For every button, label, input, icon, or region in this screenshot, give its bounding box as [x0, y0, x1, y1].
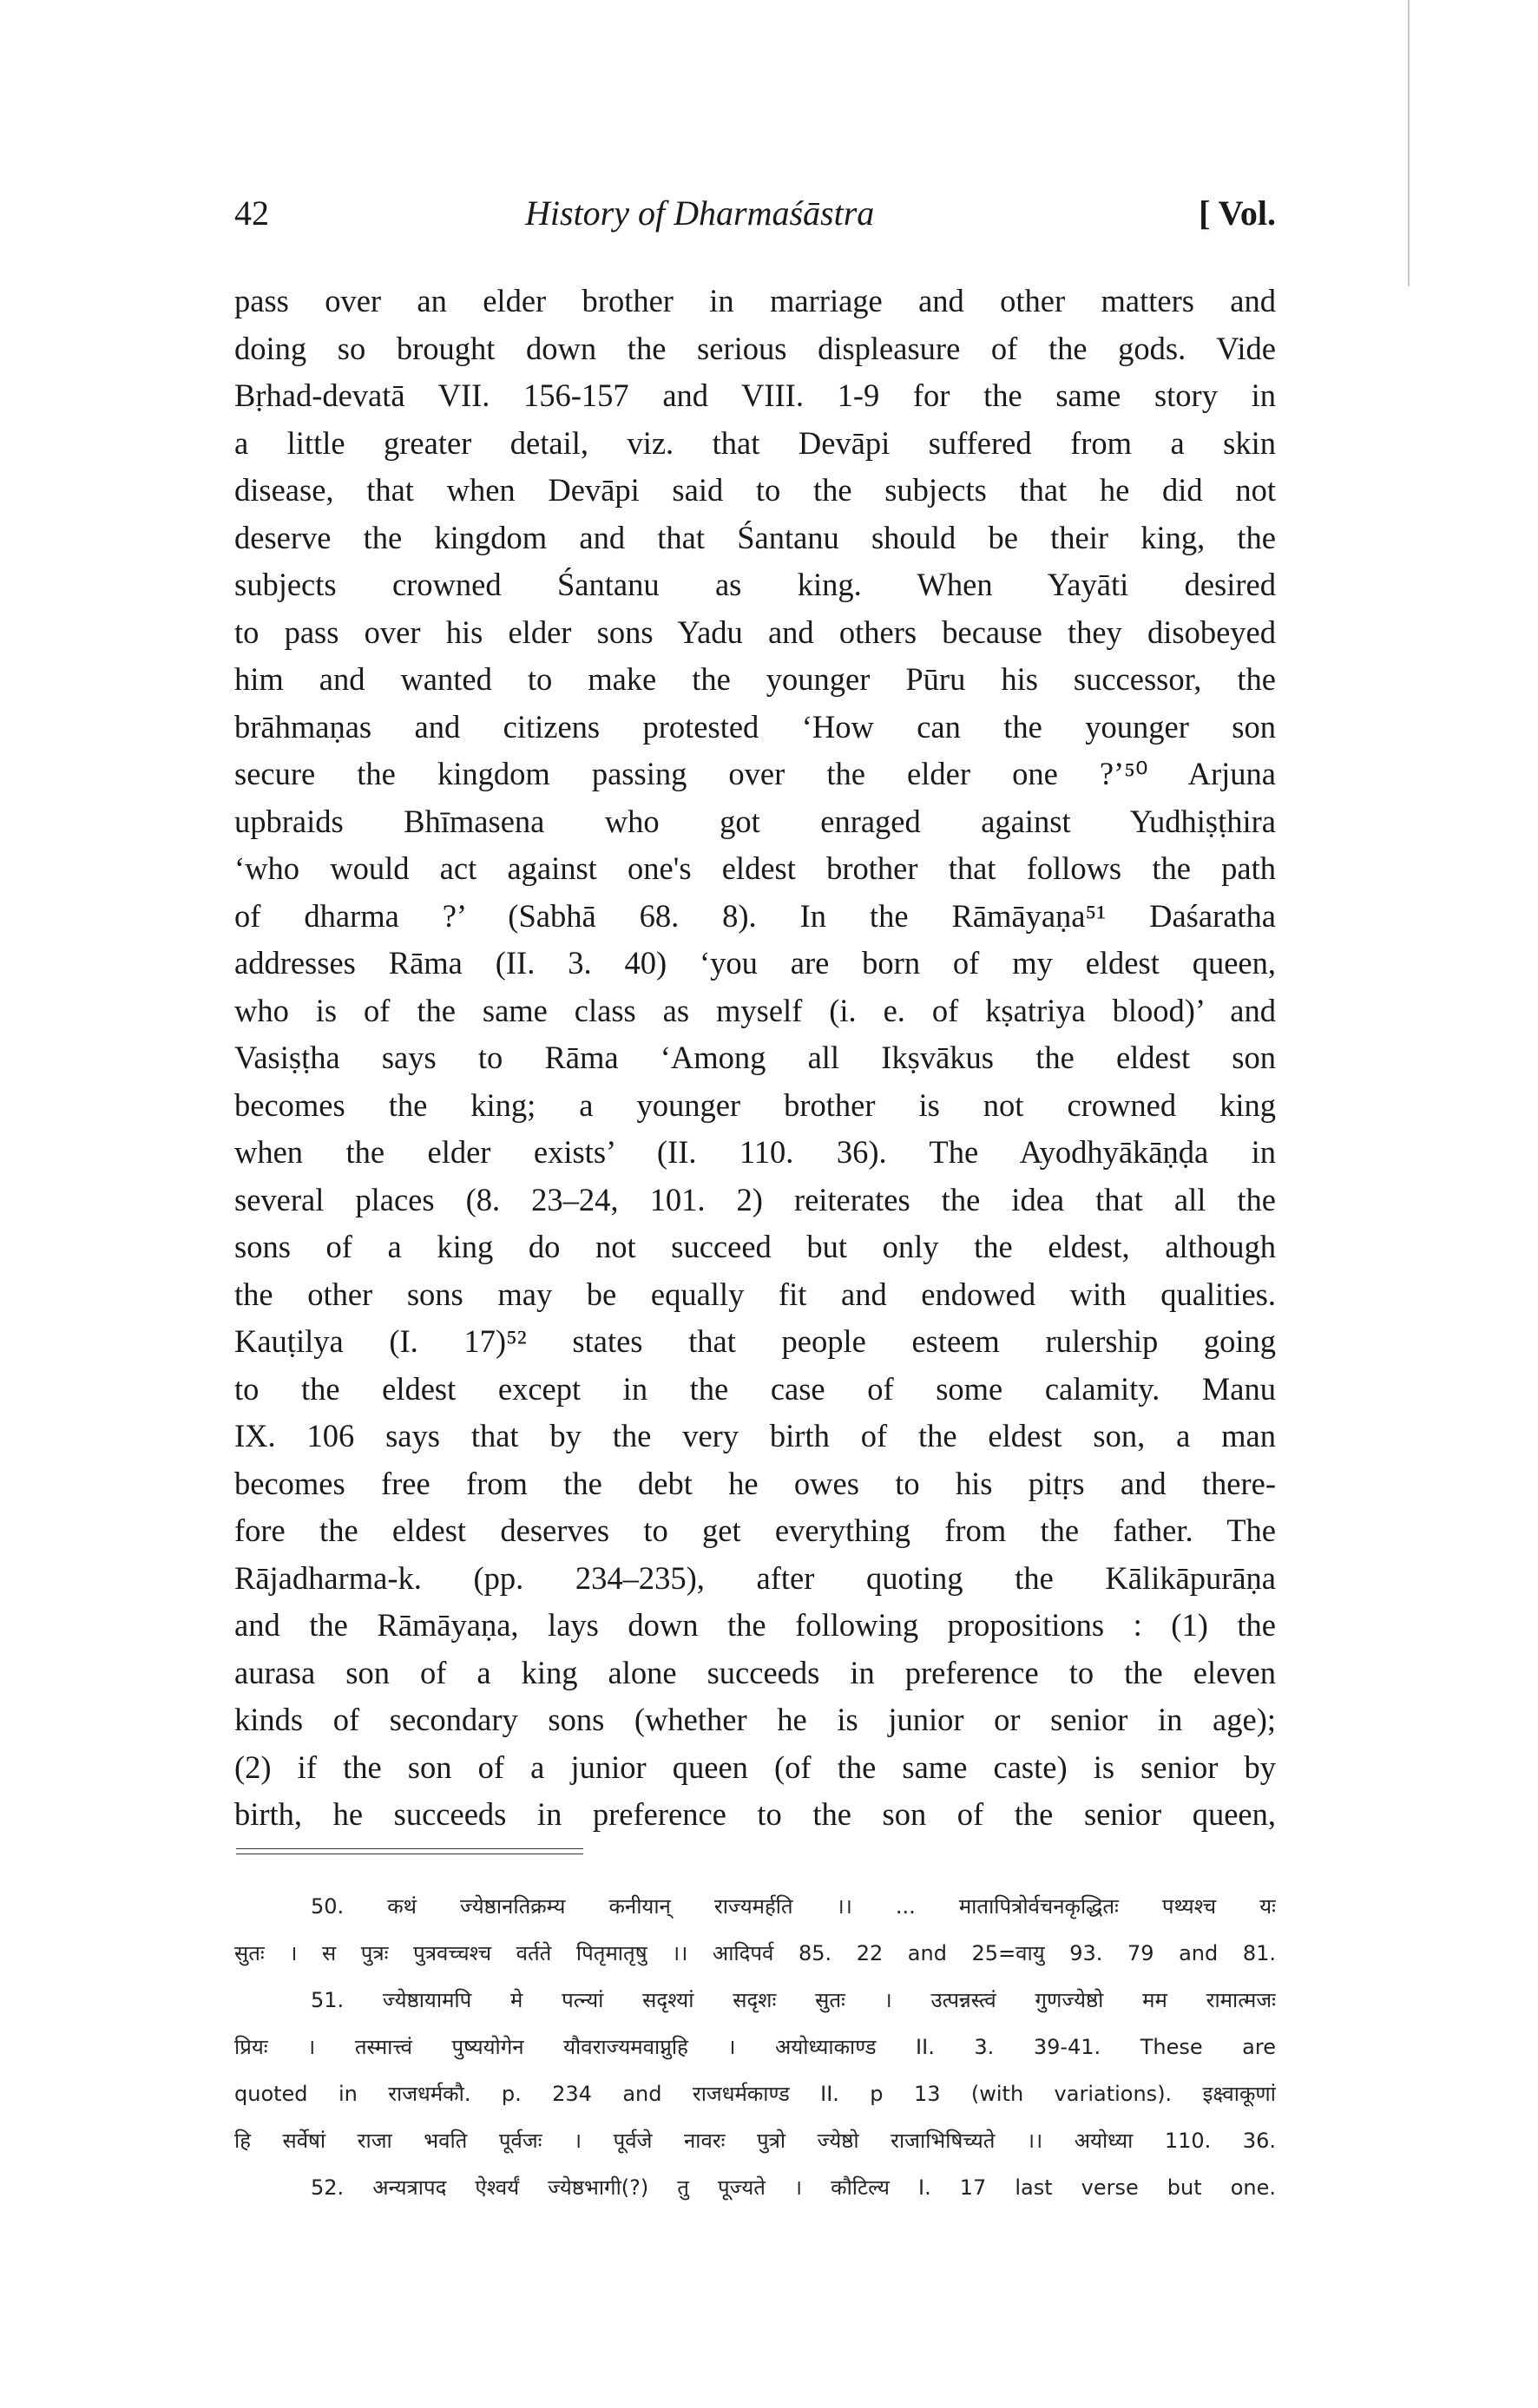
- text-line: becomes the king; a younger brother is not crowned king: [234, 1086, 1276, 1123]
- footnote-line: हि सर्वेषां राजा भवति पूर्वजः । पूर्वजे नावरः पुत्रो ज्येष्ठो राजाभिषिच्यते ।। अयोध्या 110. 36.: [234, 2129, 1276, 2153]
- text-line: pass over an elder brother in marriage and other matters and: [234, 283, 1276, 318]
- text-line: fore the eldest deserves to get everything from the father. The: [234, 1512, 1276, 1548]
- footnote-line: प्रियः । तस्मात्त्वं पुष्ययोगेन यौवराज्यमवाप्नुहि । अयोध्याकाण्ड II. 3. 39-41. These are: [234, 2035, 1276, 2059]
- text-line: aurasa son of a king alone succeeds in preference to the eleven: [234, 1654, 1276, 1690]
- running-title: History of Dharmaśāstra: [525, 194, 875, 233]
- text-line: deserve the kingdom and that Śantanu should be their king, the: [234, 519, 1276, 555]
- text-line: doing so brought down the serious displeasure of the gods. Vide: [234, 330, 1276, 366]
- text-line: Rājadharma-k. (pp. 234–235), after quoting the Kālikāpurāṇa: [234, 1559, 1276, 1596]
- footnote-line: 50. कथं ज्येष्ठानतिक्रम्य कनीयान् राज्यमर्हति ।। ... मातापित्रोर्वचनकृद्धितः पथ्यश्च यः: [311, 1894, 1276, 1919]
- text-line: a little greater detail, viz. that Devāpi suffered from a skin: [234, 424, 1276, 461]
- text-line: Bṛhad-devatā VII. 156-157 and VIII. 1-9 for the same story in: [234, 377, 1276, 413]
- text-line: disease, that when Devāpi said to the subjects that he did not: [234, 472, 1276, 508]
- text-line: kinds of secondary sons (whether he is junior or senior in age);: [234, 1702, 1276, 1737]
- text-line: the other sons may be equally fit and endowed with qualities.: [234, 1276, 1276, 1312]
- text-line: sons of a king do not succeed but only the eldest, although: [234, 1229, 1276, 1264]
- text-line: birth, he succeeds in preference to the son of the senior queen,: [234, 1796, 1276, 1832]
- text-line: to the eldest except in the case of some calamity. Manu: [234, 1370, 1276, 1407]
- text-line: becomes free from the debt he owes to his pitṛs and there-: [234, 1465, 1276, 1501]
- footnote-line: सुतः । स पुत्रः पुत्रवच्चश्च वर्तते पितृमातृषु ।। आदिपर्व 85. 22 and 25=वायु 93. 79 and 81.: [234, 1941, 1276, 1965]
- text-line: and the Rāmāyaṇa, lays down the following propositions : (1) the: [234, 1607, 1276, 1643]
- footnote-separator: [236, 1848, 583, 1854]
- footnote-line: 52. अन्यत्रापद ऐश्वर्यं ज्येष्ठभागी(?) तु पूज्यते । कौटिल्य I. 17 last verse but one.: [311, 2175, 1276, 2200]
- text-line: him and wanted to make the younger Pūru his successor, the: [234, 661, 1276, 697]
- text-line: several places (8. 23–24, 101. 2) reiterates the idea that all the: [234, 1181, 1276, 1217]
- running-head: [234, 193, 1276, 245]
- text-line: IX. 106 says that by the very birth of the eldest son, a man: [234, 1418, 1276, 1453]
- text-line: subjects crowned Śantanu as king. When Yayāti desired: [234, 567, 1276, 602]
- text-line: ‘who would act against one's eldest brother that follows the path: [234, 850, 1276, 886]
- footnote-line: quoted in राजधर्मकौ. p. 234 and राजधर्मकाण्ड II. p 13 (with variations). इक्ष्वाकूणां: [234, 2082, 1276, 2106]
- text-line: Vasiṣṭha says to Rāma ‘Among all Ikṣvākus the eldest son: [234, 1040, 1276, 1075]
- text-line: who is of the same class as myself (i. e. of kṣatriya blood)’ and: [234, 992, 1276, 1028]
- footnote-line: 51. ज्येष्ठायामपि मे पत्न्यां सदृश्यां सदृशः सुतः । उत्पन्नस्त्वं गुणज्येष्ठो मम रामात्मजः: [311, 1988, 1276, 2012]
- scan-edge-line: [1408, 0, 1410, 286]
- text-line: upbraids Bhīmasena who got enraged against Yudhiṣṭhira: [234, 803, 1276, 839]
- body-text: [234, 278, 1276, 1839]
- page-number: 42: [234, 194, 269, 233]
- text-line: to pass over his elder sons Yadu and others because they disobeyed: [234, 613, 1276, 650]
- text-line: (2) if the son of a junior queen (of the same caste) is senior by: [234, 1749, 1276, 1785]
- text-line: Kauṭilya (I. 17)⁵² states that people esteem rulership going: [234, 1323, 1276, 1359]
- text-line: when the elder exists’ (II. 110. 36). The Ayodhyākāṇḍa in: [234, 1134, 1276, 1170]
- text-line: brāhmaṇas and citizens protested ‘How can the younger son: [234, 708, 1276, 745]
- text-line: of dharma ?’ (Sabhā 68. 8). In the Rāmāyaṇa⁵¹ Daśaratha: [234, 897, 1276, 934]
- text-line: secure the kingdom passing over the elder one ?’⁵⁰ Arjuna: [234, 756, 1276, 791]
- volume-marker: [ Vol.: [1199, 194, 1276, 233]
- footnotes: [234, 1883, 1276, 2211]
- text-line: addresses Rāma (II. 3. 40) ‘you are born of my eldest queen,: [234, 945, 1276, 981]
